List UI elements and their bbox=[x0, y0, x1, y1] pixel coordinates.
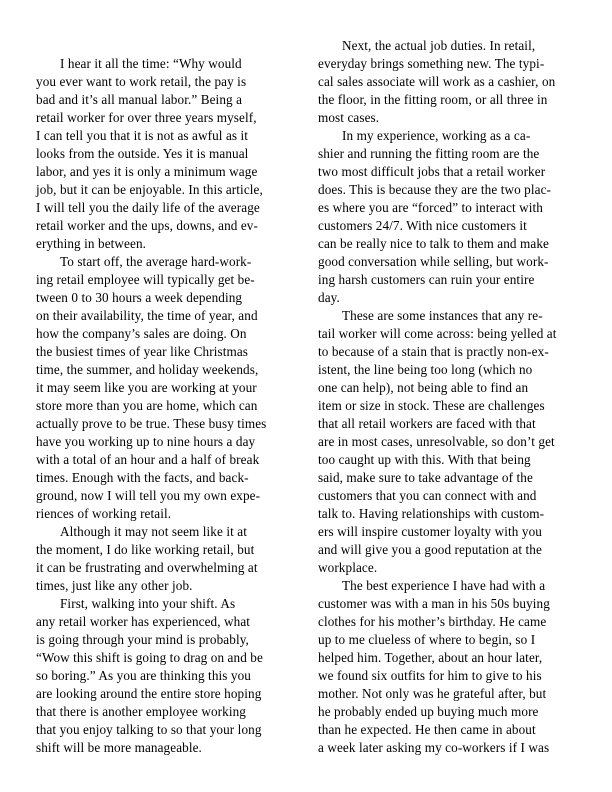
text-line: how the company’s sales are doing. On bbox=[36, 326, 247, 341]
text-line: day. bbox=[318, 290, 340, 305]
text-line: riences of working retail. bbox=[36, 506, 172, 521]
text-line: job, but it can be enjoyable. In this article, bbox=[36, 182, 263, 197]
text-line: talk to. Having relationships with custom- bbox=[318, 506, 545, 521]
text-line: ing harsh customers can ruin your entire bbox=[318, 272, 535, 287]
text-line: can be really nice to talk to them and make bbox=[318, 236, 549, 251]
text-line: it can be frustrating and overwhelming at bbox=[36, 560, 258, 575]
text-line: In my experience, working as a ca- bbox=[342, 128, 531, 143]
text-line: any retail worker has experienced, what bbox=[36, 614, 251, 629]
text-line: es where you are “forced” to interact with bbox=[318, 200, 543, 215]
text-line: ground, now I will tell you my own expe- bbox=[36, 488, 261, 503]
text-line: labor, and yes it is only a minimum wage bbox=[36, 164, 258, 179]
text-line: and will give you a good reputation at the bbox=[318, 542, 542, 557]
paragraph bbox=[318, 577, 576, 757]
text-line: that all retail workers are faced with that bbox=[318, 416, 536, 431]
text-line: are in most cases, unresolvable, so don’t get bbox=[318, 434, 555, 449]
text-line: retail worker for over three years myself, bbox=[36, 110, 257, 125]
text-line: I hear it all the time: “Why would bbox=[60, 56, 242, 71]
text-line: everyday brings something new. The typi- bbox=[318, 56, 545, 71]
text-line: erything in between. bbox=[36, 236, 147, 251]
text-line: on their availability, the time of year, and bbox=[36, 308, 258, 323]
text-line: times. Enough with the facts, and back- bbox=[36, 470, 249, 485]
text-line: you ever want to work retail, the pay is bbox=[36, 74, 247, 89]
text-line: that there is another employee working bbox=[36, 704, 246, 719]
text-line: istent, the line being too long (which no bbox=[318, 362, 533, 377]
text-line: customers 24/7. With nice customers it bbox=[318, 218, 527, 233]
text-line: cal sales associate will work as a cashier, on bbox=[318, 74, 556, 89]
text-line: too caught up with this. With that being bbox=[318, 452, 531, 467]
text-line: have you working up to nine hours a day bbox=[36, 434, 256, 449]
paragraph bbox=[318, 37, 576, 127]
text-line: helped him. Together, about an hour later, bbox=[318, 650, 543, 665]
text-line: it may seem like you are working at your bbox=[36, 380, 257, 395]
text-line: These are some instances that any re- bbox=[342, 308, 543, 323]
text-line: time, the summer, and holiday weekends, bbox=[36, 362, 259, 377]
text-line: we found six outfits for him to give to his bbox=[318, 668, 542, 683]
text-line: workplace. bbox=[318, 560, 378, 575]
text-line: Next, the actual job duties. In retail, bbox=[342, 38, 536, 53]
text-line: times, just like any other job. bbox=[36, 578, 193, 593]
paragraph bbox=[36, 253, 294, 523]
text-line: Although it may not seem like it at bbox=[60, 524, 247, 539]
text-line: To start off, the average hard-work- bbox=[60, 254, 252, 269]
text-line: customers that you can connect with and bbox=[318, 488, 537, 503]
text-line: I can tell you that it is not as awful as it bbox=[36, 128, 249, 143]
text-line: so boring.” As you are thinking this you bbox=[36, 668, 251, 683]
text-line: actually prove to be true. These busy times bbox=[36, 416, 267, 431]
text-line: clothes for his mother’s birthday. He came bbox=[318, 614, 547, 629]
paragraph bbox=[36, 55, 294, 253]
text-line: good conversation while selling, but work- bbox=[318, 254, 549, 269]
text-line: said, make sure to take advantage of the bbox=[318, 470, 533, 485]
paragraph bbox=[36, 523, 294, 595]
text-line: item or size in stock. These are challenges bbox=[318, 398, 545, 413]
text-line: The best experience I have had with a bbox=[342, 578, 546, 593]
text-line: the busiest times of year like Christmas bbox=[36, 344, 249, 359]
text-line: he probably ended up buying much more bbox=[318, 704, 539, 719]
text-line: I will tell you the daily life of the average bbox=[36, 200, 260, 215]
paragraph bbox=[36, 595, 294, 757]
text-line: two most difficult jobs that a retail worker bbox=[318, 164, 546, 179]
paragraph bbox=[318, 307, 576, 577]
text-line: are looking around the entire store hoping bbox=[36, 686, 262, 701]
text-line: customer was with a man in his 50s buying bbox=[318, 596, 550, 611]
text-line: with a total of an hour and a half of break bbox=[36, 452, 260, 467]
text-line: a week later asking my co-workers if I was bbox=[318, 740, 550, 755]
text-line: store more than you are home, which can bbox=[36, 398, 258, 413]
text-column-right bbox=[318, 37, 576, 757]
text-line: “Wow this shift is going to drag on and be bbox=[36, 650, 263, 665]
text-line: tail worker will come across: being yelled at bbox=[318, 326, 557, 341]
text-line: does. This is because they are the two plac- bbox=[318, 182, 552, 197]
text-line: ing retail employee will typically get be- bbox=[36, 272, 255, 287]
text-line: one can help), not being able to find an bbox=[318, 380, 529, 395]
text-line: mother. Not only was he grateful after, but bbox=[318, 686, 547, 701]
text-line: ers will inspire customer loyalty with you bbox=[318, 524, 542, 539]
text-line: is going through your mind is probably, bbox=[36, 632, 249, 647]
text-line: than he expected. He then came in about bbox=[318, 722, 536, 737]
text-line: First, walking into your shift. As bbox=[60, 596, 236, 611]
text-line: the floor, in the fitting room, or all three in bbox=[318, 92, 548, 107]
paragraph bbox=[318, 127, 576, 307]
text-line: tween 0 to 30 hours a week depending bbox=[36, 290, 243, 305]
text-line: most cases. bbox=[318, 110, 380, 125]
text-line: shier and running the fitting room are the bbox=[318, 146, 540, 161]
text-line: retail worker and the ups, downs, and ev- bbox=[36, 218, 258, 233]
text-line: bad and it’s all manual labor.” Being a bbox=[36, 92, 243, 107]
text-line: to because of a stain that is practly non-ex- bbox=[318, 344, 549, 359]
text-line: up to me clueless of where to begin, so I bbox=[318, 632, 536, 647]
text-line: the moment, I do like working retail, but bbox=[36, 542, 255, 557]
text-line: looks from the outside. Yes it is manual bbox=[36, 146, 249, 161]
text-column-left bbox=[36, 55, 294, 757]
text-line: shift will be more manageable. bbox=[36, 740, 202, 755]
text-line: that you enjoy talking to so that your long bbox=[36, 722, 262, 737]
